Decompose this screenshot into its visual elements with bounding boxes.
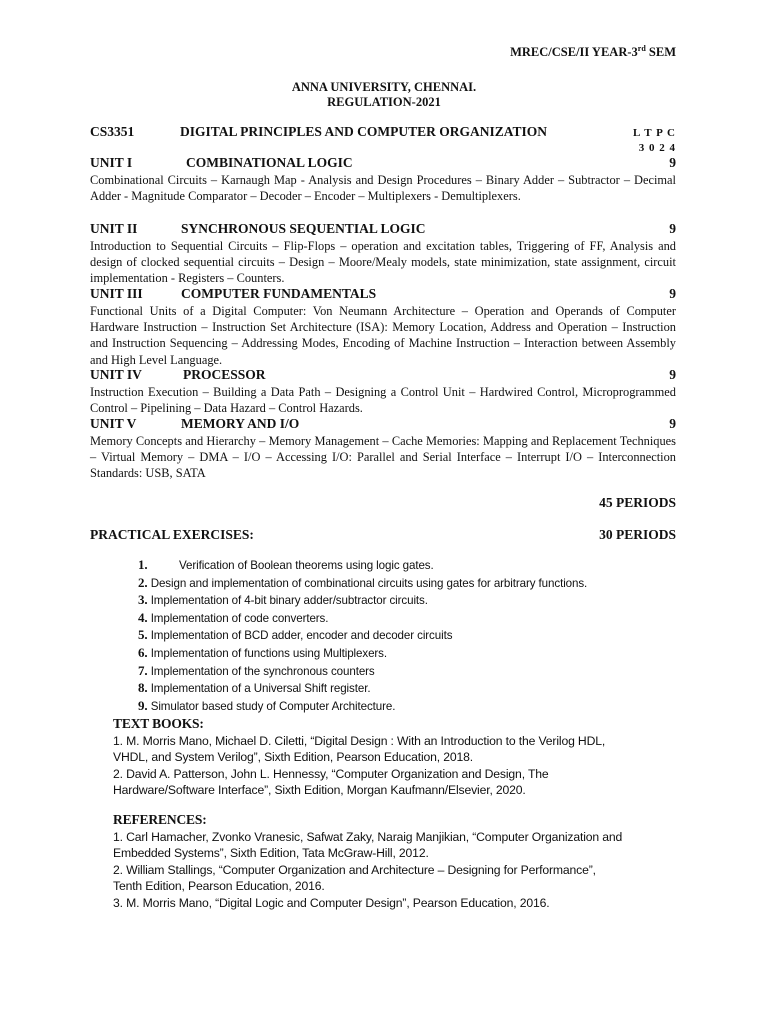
unit-body: Introduction to Sequential Circuits – Flip-Flops – operation and excitation tables, Triggering of FF, Analysis and design of clocked sequential circuits – Design – Moore/Mealy models, state minimization, state assignment, circuit implementation - Registers – Counters. — [90, 239, 676, 286]
item-number: 4. — [138, 609, 148, 625]
unit-title: SYNCHRONOUS SEQUENTIAL LOGIC — [181, 221, 426, 236]
unit-number: UNIT III — [90, 286, 143, 301]
practical-periods: 30 PERIODS — [599, 527, 676, 542]
unit-heading — [90, 367, 676, 384]
course-code: CS3351 — [90, 124, 135, 139]
unit-number: UNIT IV — [90, 367, 142, 382]
reference-line: Embedded Systems”, Sixth Edition, Tata McGraw-Hill, 2012. — [113, 846, 429, 860]
practical-heading-row — [90, 527, 676, 545]
item-number: 6. — [138, 644, 148, 660]
ltpc-values: 3 0 2 4 — [638, 142, 676, 154]
unit-hours: 9 — [669, 286, 676, 301]
unit-hours: 9 — [669, 221, 676, 236]
list-item — [138, 627, 678, 645]
list-item — [138, 698, 678, 716]
item-number: 2. — [138, 574, 148, 590]
text-books-section — [113, 716, 683, 799]
references-heading: REFERENCES: — [113, 812, 207, 827]
text-book-line: Hardware/Software Interface”, Sixth Edition, Morgan Kaufmann/Elsevier, 2020. — [113, 783, 526, 797]
unit-hours: 9 — [669, 416, 676, 431]
list-item — [138, 645, 678, 663]
reference-line: 2. William Stallings, “Computer Organization and Architecture – Designing for Performance”, — [113, 862, 596, 877]
list-item — [138, 557, 678, 575]
reference-line: 3. M. Morris Mano, “Digital Logic and Computer Design”, Pearson Education, 2016. — [113, 895, 550, 910]
references-section — [113, 812, 683, 911]
item-number: 1. — [138, 557, 148, 572]
unit-3 — [90, 286, 676, 368]
regulation: REGULATION-2021 — [327, 95, 441, 109]
item-text: Verification of Boolean theorems using logic gates. — [179, 559, 434, 572]
list-item — [138, 592, 678, 610]
unit-number: UNIT II — [90, 221, 138, 236]
item-number: 3. — [138, 592, 148, 608]
unit-heading — [90, 155, 676, 172]
item-text: Implementation of code converters. — [150, 611, 329, 625]
practical-heading: PRACTICAL EXERCISES: — [90, 527, 254, 542]
text-book-line: VHDL, and System Verilog”, Sixth Edition, Pearson Education, 2018. — [113, 750, 473, 764]
unit-hours: 9 — [669, 155, 676, 170]
unit-heading — [90, 221, 676, 238]
unit-4 — [90, 367, 676, 416]
unit-number: UNIT I — [90, 155, 133, 170]
unit-title: PROCESSOR — [183, 367, 266, 382]
list-item — [138, 663, 678, 681]
item-text: Implementation of functions using Multiplexers. — [150, 646, 387, 660]
list-item — [138, 575, 678, 593]
item-number: 7. — [138, 662, 148, 678]
unit-body: Functional Units of a Digital Computer: Von Neumann Architecture – Operation and Operands of Computer Hardware Instruction – Instruction Set Architecture (ISA): Memory Location, Address and Operation – Instruction and Instruction Sequencing – Addressing Modes, Encoding of Machine Instruction – Interaction between Assembly and High Level Language. — [90, 304, 676, 367]
unit-body: Memory Concepts and Hierarchy – Memory Management – Cache Memories: Mapping and Replacement Techniques – Virtual Memory – DMA – I/O – Accessing I/O: Parallel and Serial Interface – Interrupt I/O – Interconnection Standards: USB, SATA — [90, 434, 676, 481]
unit-5 — [90, 416, 676, 482]
unit-title: COMPUTER FUNDAMENTALS — [181, 286, 377, 301]
university-name: ANNA UNIVERSITY, CHENNAI. — [291, 80, 477, 94]
unit-heading — [90, 416, 676, 433]
ltpc-block — [633, 126, 676, 156]
item-text: Implementation of a Universal Shift register. — [150, 682, 371, 696]
item-text: Design and implementation of combinational circuits using gates for arbitrary functions. — [150, 576, 588, 590]
list-item — [138, 610, 678, 628]
item-number: 8. — [138, 680, 148, 696]
page-header-code: MREC/CSE/II YEAR-3rd SEM — [510, 44, 676, 60]
item-number: 5. — [138, 627, 148, 643]
ltpc-label: L T P C — [633, 127, 676, 139]
text-books-heading: TEXT BOOKS: — [113, 716, 204, 731]
unit-2 — [90, 221, 676, 287]
item-text: Implementation of 4-bit binary adder/subtractor circuits. — [150, 594, 428, 608]
header-superscript: rd — [637, 44, 646, 53]
unit-body: Combinational Circuits – Karnaugh Map - Analysis and Design Procedures – Binary Adder – Subtractor – Decimal Adder - Magnitude Comparator – Decoder – Encoder – Multiplexers - Demultiplexers. — [90, 173, 676, 204]
item-text: Implementation of BCD adder, encoder and decoder circuits — [150, 629, 453, 643]
unit-title: MEMORY AND I/O — [181, 416, 300, 431]
unit-number: UNIT V — [90, 416, 137, 431]
unit-hours: 9 — [669, 367, 676, 382]
course-heading — [90, 124, 676, 154]
total-periods-row — [90, 495, 676, 513]
unit-title: COMBINATIONAL LOGIC — [186, 155, 353, 170]
text-book-line: 1. M. Morris Mano, Michael D. Ciletti, “Digital Design : With an Introduction to the Verilog HDL, — [113, 733, 606, 748]
item-number: 9. — [138, 697, 148, 713]
reference-line: 1. Carl Hamacher, Zvonko Vranesic, Safwat Zaky, Naraig Manjikian, “Computer Organization and — [113, 829, 623, 844]
total-periods: 45 PERIODS — [599, 495, 676, 510]
unit-body: Instruction Execution – Building a Data Path – Designing a Control Unit – Hardwired Control, Microprogrammed Control – Pipelining – Data Hazard – Control Hazards. — [90, 385, 676, 416]
course-title: DIGITAL PRINCIPLES AND COMPUTER ORGANIZATION — [180, 124, 548, 139]
unit-heading — [90, 286, 676, 303]
text-book-line: 2. David A. Patterson, John L. Hennessy, “Computer Organization and Design, The — [113, 766, 549, 781]
unit-1 — [90, 155, 676, 204]
reference-line: Tenth Edition, Pearson Education, 2016. — [113, 879, 325, 893]
item-text: Implementation of the synchronous counters — [150, 664, 375, 678]
item-text: Simulator based study of Computer Architecture. — [150, 699, 396, 713]
list-item — [138, 680, 678, 698]
practical-exercise-list — [138, 557, 678, 715]
